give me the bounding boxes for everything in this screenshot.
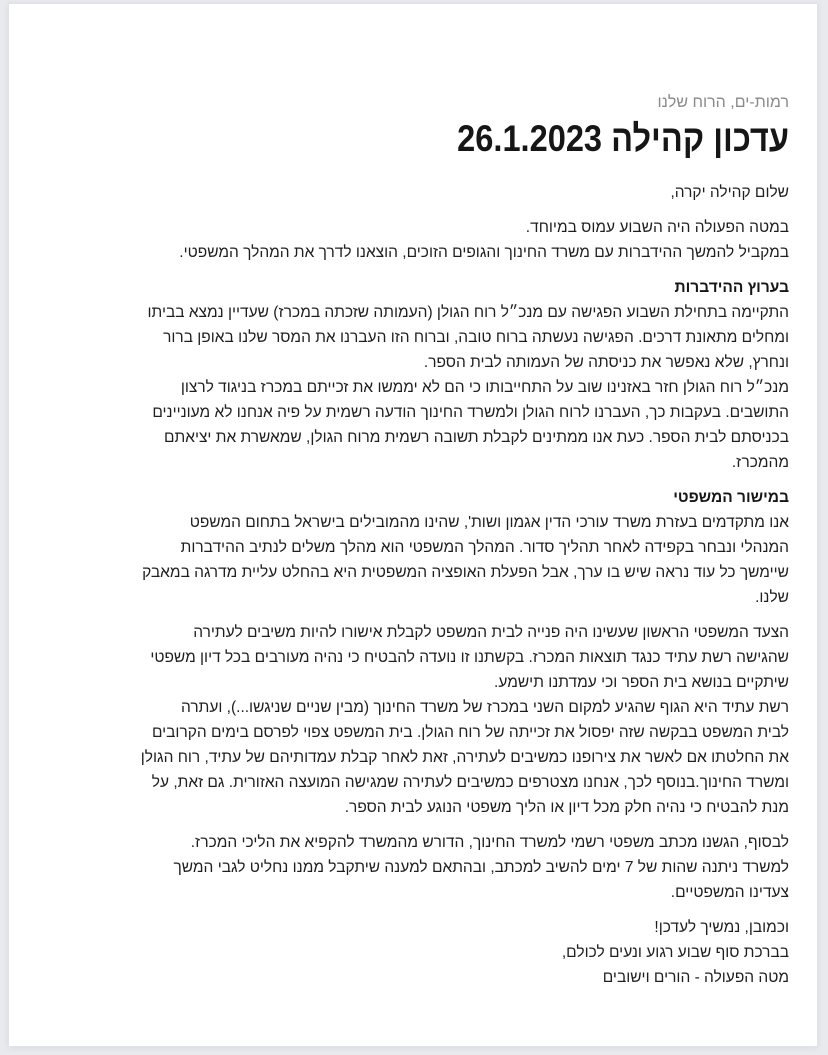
intro-paragraph [37,215,789,265]
legal-track-paragraph-3 [37,830,789,905]
legal-track-paragraph-1 [37,510,789,610]
text-line: מנכ״ל רוח הגולן חזר באזנינו שוב על התחייבותו כי הם לא יממשו את זכייתם במכרז בניגוד לרצון [180,379,789,396]
text-line: המנהלי ונבחר בקפידה לאחר תהליך סדור. המהלך המשפטי הוא מהלך משלים לנתיב ההידברות [180,539,789,556]
dialogue-channel-paragraph [37,300,789,475]
page-title: עדכון קהילה 26.1.2023 [457,118,789,159]
text-line: במטה הפעולה היה השבוע עמוס במיוחד. [525,219,789,236]
text-line: את החלטתו אם לאשר את צירופנו כמשיבים לעתירה, זאת לאחר קבלת עמדותיהם של עתיד, רוח הגולן [140,749,789,766]
text-line: הצעד המשפטי הראשון שעשינו היה פנייה לבית המשפט לקבלת אישורו להיות משיבים לעתירה [193,624,789,641]
closing-signature [37,915,789,990]
text-line: למשרד ניתנה שהות של 7 ימים להשיב למכתב, ובהתאם למענה שיתקבל ממנו נחליט לגבי המשך [173,859,789,876]
text-line: התקיימה בתחילת השבוע הפגישה עם מנכ״ל רוח הגולן (העמותה שזכתה במכרז) שעדיין נמצא בביתו [147,304,789,321]
text-line: מהמכרז. [731,454,789,471]
section-heading-dialogue-channel: בערוץ ההידברות [674,279,789,296]
text-line: רשת עתיד היא הגוף שהגיע למקום השני במכרז של משרד החינוך (מבין שניים שניגשו...), ועתרה [180,699,789,716]
text-line: לבית המשפט בבקשה שזה יפסול את זכייתה של רוח הגולן. בית המשפט צפוי לפרסם בימים הקרובים [151,724,789,741]
text-line: התושבים. בעקבות כך, העברנו לרוח הגולן ולמשרד החינוך הודעה רשמית על פיה אנחנו לא מעוניינים [152,404,789,421]
text-line: שהגישה רשת עתיד כנגד תוצאות המכרז. בקשתנו זו נועדה להבטיח כי נהיה מעורבים בכל דיון משפטי [150,649,789,666]
text-line: ומשרד החינוך.בנוסף לכך, אנחנו מצטרפים כמשיבים לעתירה שמגישה המועצה האזורית. גם זאת, על [151,774,789,791]
document-page [8,3,818,1047]
section-heading-legal-track: במישור המשפטי [673,489,789,506]
text-line: שלנו. [755,589,789,606]
text-line: ומחלים מתאונת דרכים. הפגישה נעשתה ברוח טובה, וברוח הזו העברנו את המסר שלנו באופן ברור [163,329,789,346]
text-line: במקביל להמשך ההידברות עם משרד החינוך והגופים הזוכים, הוצאנו לדרך את המהלך המשפטי. [179,244,789,261]
document-content [9,4,817,990]
text-line: ונחרץ, שלא נאפשר את כניסתה של העמותה לבית הספר. [423,354,789,371]
text-line: לבסוף, הגשנו מכתב משפטי רשמי למשרד החינוך, הדורש מהמשרד להקפיא את הליכי המכרז. [190,834,789,851]
text-line: צעדינו המשפטיים. [670,884,789,901]
text-line: שיימשך כל עוד נראה שיש בו ערך, אבל הפעלת האופציה המשפטית היא בהחלט עליית מדרגה במאבק [142,564,789,581]
text-line: מנת להבטיח כי נהיה חלק מכל דיון או הליך משפטי הנוגע לבית הספר. [344,799,789,816]
text-line: בכניסתם לבית הספר. כעת אנו ממתינים לקבלת תשובה רשמית מרוח הגולן, שמאשרת את יציאתם [164,429,789,446]
text-line: שיתקיים בנושא בית הספר וכי עמדתנו תישמע. [494,674,789,691]
text-line: אנו מתקדמים בעזרת משרד עורכי הדין אגמון ושות', שהינו מהמובילים בישראל בתחום המשפט [189,514,789,531]
text-line: מטה הפעולה - הורים וישובים [602,969,789,986]
text-line: וכמובן, נמשיך לעדכן! [654,919,789,936]
greeting-line: שלום קהילה יקרה, [670,184,789,201]
text-line: בברכת סוף שבוע רגוע ונעים לכולם, [561,944,789,961]
community-tagline: רמות-ים, הרוח שלנו [657,94,789,111]
legal-track-paragraph-2 [37,620,789,820]
